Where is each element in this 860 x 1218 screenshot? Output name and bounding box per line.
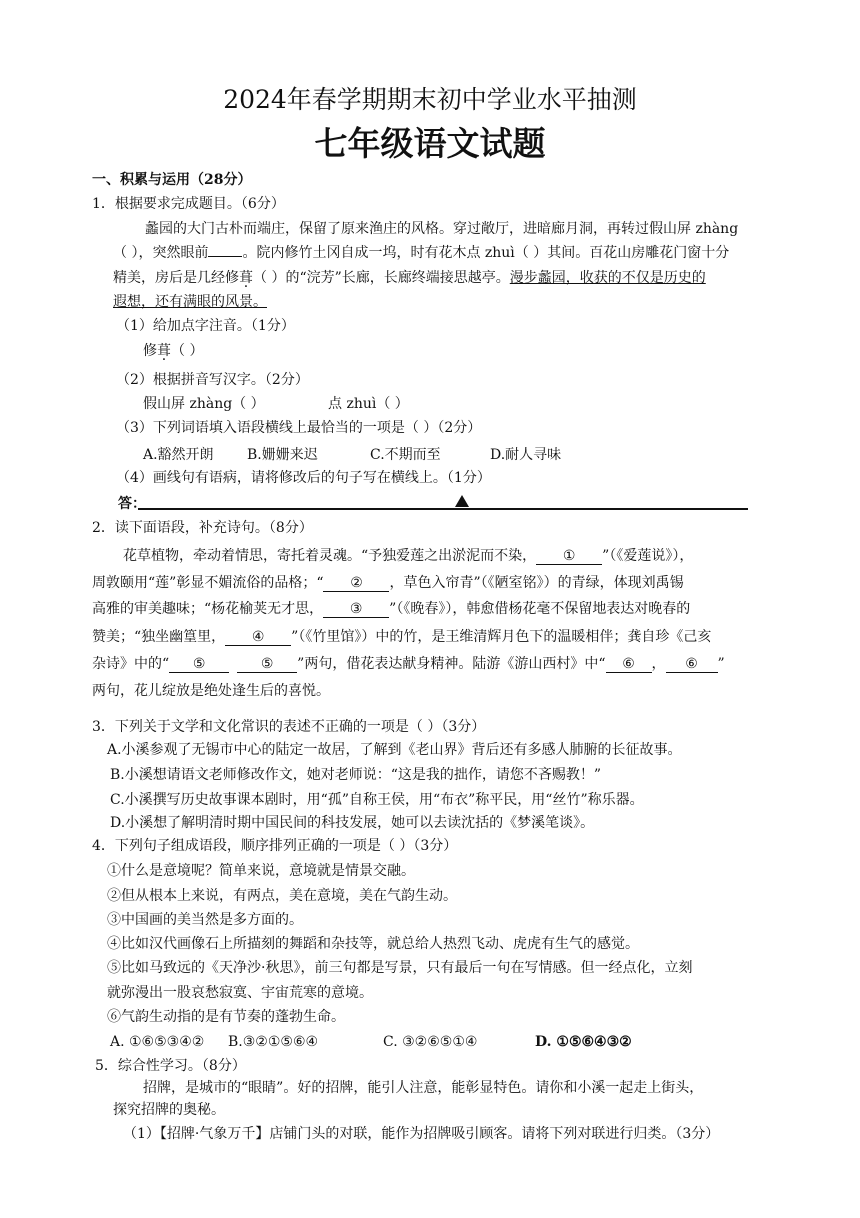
question-1-stem: 1．根据要求完成题目。（6分） [92, 196, 285, 212]
q3-option-b: B.小溪想请语文老师修改作文，她对老师说：“这是我的拙作，请您不吝赐教！” [110, 767, 602, 783]
q4-option-d: D. ①⑤⑥④③② [535, 1034, 632, 1050]
q4-sentence: ②但从根本上来说，有两点，美在意境，美在气韵生动。 [107, 888, 457, 904]
exam-title-line1: 2024年春学期期末初中学业水平抽测 [223, 85, 637, 114]
underlined-sentence: 遐想，还有满眼的风景。 [113, 294, 267, 310]
poem-blank[interactable]: ⑥ [606, 656, 652, 673]
q1-option-a: A.豁然开朗 [143, 447, 214, 463]
q2-line1 [123, 546, 693, 566]
q1-sub2-item-a: 假山屏 zhàng（ ） [143, 396, 265, 412]
q1-option-d: D.耐人寻味 [490, 447, 562, 463]
q5-sub1: （1）【招牌·气象万千】店铺门头的对联，能作为招牌吸引顾客。请将下列对联进行归类。（3分） [123, 1126, 720, 1142]
q2-line2 [92, 573, 684, 593]
question-4-stem: 4．下列句子组成语段，顺序排列正确的一项是（ ）（3分） [92, 838, 458, 854]
q2-seg: 周敦颐用“莲”彰显不媚流俗的品格；“ [92, 575, 324, 591]
dotted-char: 葺 [239, 270, 253, 286]
q1-passage-line2 [113, 243, 729, 263]
q2-seg: ”（《竹里馆》）中的竹，是王维清辉月色下的温暖相伴；龚自珍《己亥 [291, 629, 712, 645]
exam-title-line2: 七年级语文试题 [314, 124, 546, 163]
q4-sentence: 就弥漫出一股哀愁寂寞、宇宙荒寒的意境。 [107, 985, 373, 1001]
q3-option-c: C.小溪撰写历史故事课本剧时，用“孤”自称王侯，用“布衣”称平民，用“丝竹”称乐器。 [110, 792, 644, 808]
poem-blank[interactable]: ④ [225, 629, 291, 646]
poem-blank[interactable]: ⑤ [169, 656, 229, 673]
q2-seg: ，草色入帘青”（《陋室铭》）的青绿，体现刘禹锡 [389, 575, 684, 591]
q1-sub2: （2）根据拼音写汉字。（2分） [116, 372, 309, 388]
q1-sub1-suffix: （ ） [171, 343, 204, 359]
q1-option-b: B.姗姗来迟 [247, 447, 318, 463]
underlined-sentence: 漫步蠡园，收获的不仅是历史的 [509, 270, 706, 286]
q1-option-c: C.不期而至 [370, 447, 441, 463]
q2-line3 [92, 599, 690, 619]
q5-intro-line1: 招牌，是城市的“眼睛”。好的招牌，能引人注意，能彰显特色。请你和小溪一起走上街头， [143, 1080, 704, 1096]
q1-passage-line3 [113, 268, 706, 288]
q2-seg: ”（《爱莲说》）， [602, 548, 694, 564]
poem-blank[interactable]: ⑥ [666, 656, 718, 673]
q2-seg: 赞美；“独坐幽篁里， [92, 629, 226, 645]
q1-sub2-item-b: 点 zhuì（ ） [328, 396, 409, 412]
q1-passage-seg: （ ），突然眼前 [113, 245, 209, 261]
answer-label: 答： [118, 496, 146, 512]
q2-seg: ” [717, 656, 725, 672]
question-3-stem: 3．下列关于文学和文化常识的表述不正确的一项是（ ）（3分） [92, 719, 486, 735]
q4-sentence: ④比如汉代画像石上所描刻的舞蹈和杂技等，就总给人热烈飞动、虎虎有生气的感觉。 [107, 936, 639, 952]
q4-option-c: C. ③②⑥⑤①④ [383, 1034, 478, 1050]
q1-passage-seg: （ ）的“浣芳”长廊，长廊终端接思越亭。 [253, 270, 510, 286]
q1-passage-line4 [113, 292, 267, 312]
poem-blank[interactable]: ① [536, 548, 602, 565]
dotted-char: 葺 [157, 343, 171, 359]
q2-seg: 高雅的审美趣味；“杨花榆荚无才思， [92, 601, 324, 617]
poem-blank[interactable]: ② [323, 575, 389, 592]
poem-blank[interactable]: ③ [323, 601, 389, 618]
q1-passage-line1: 蠡园的大门古朴而端庄，保留了原来渔庄的风格。穿过敞厅，进暗廊月洞，再转过假山屏 zhàng [145, 221, 739, 237]
q4-sentence: ⑥气韵生动指的是有节奏的蓬勃生命。 [107, 1009, 345, 1025]
q4-sentence: ①什么是意境呢？简单来说，意境就是情景交融。 [107, 863, 415, 879]
poem-blank[interactable]: ⑤ [237, 656, 297, 673]
triangle-icon [455, 495, 469, 507]
answer-line[interactable] [138, 508, 748, 510]
q1-sub4: （4）画线句有语病，请将修改后的句子写在横线上。（1分） [116, 470, 491, 486]
q1-passage-seg: 精美，房后是几经修 [113, 270, 239, 286]
question-5-stem: 5．综合性学习。（8分） [95, 1058, 246, 1074]
q4-option-b: B.③②①⑤⑥④ [228, 1034, 319, 1050]
q1-sub1-item [143, 341, 203, 361]
q1-sub3: （3）下列词语填入语段横线上最恰当的一项是（ ）（2分） [116, 420, 482, 436]
q4-sentence: ⑤比如马致远的《天净沙·秋思》，前三句都是写景，只有最后一句在写情感。但一经点化，立刻 [107, 960, 693, 976]
question-2-stem: 2．读下面语段，补充诗句。（8分） [92, 520, 313, 536]
q3-option-a: A.小溪参观了无锡市中心的陆定一故居，了解到《老山界》背后还有多感人肺腑的长征故事。 [107, 742, 682, 758]
q5-intro-line2: 探究招牌的奥秘。 [113, 1102, 225, 1118]
q2-line5 [92, 654, 725, 674]
section-heading: 一、积累与运用（28分） [92, 172, 252, 188]
q2-line6: 两句，花儿绽放是绝处逢生后的喜悦。 [92, 683, 330, 699]
q4-option-a: A. ①⑥⑤③④② [110, 1034, 205, 1050]
q4-sentence: ③中国画的美当然是多方面的。 [107, 912, 303, 928]
q2-seg: ”两句，借花表达献身精神。陆游《游山西村》中“ [297, 656, 606, 672]
fill-blank[interactable] [208, 256, 242, 257]
q1-sub1: （1）给加点字注音。（1分） [116, 318, 295, 334]
q3-option-d: D.小溪想了解明清时期中国民间的科技发展，她可以去读沈括的《梦溪笔谈》。 [110, 815, 595, 831]
q2-seg: 花草植物，牵动着情思，寄托着灵魂。“予独爱莲之出淤泥而不染， [123, 548, 537, 564]
q2-seg: 杂诗》中的“ [92, 656, 170, 672]
q2-seg: ”（《晚春》），韩愈借杨花毫不保留地表达对晚春的 [389, 601, 691, 617]
q1-sub1-prefix: 修 [143, 343, 157, 359]
q2-seg: ， [651, 656, 666, 672]
q1-passage-seg: 。院内修竹土冈自成一坞，时有花木点 zhuì（ ）其间。百花山房雕花门窗十分 [242, 245, 730, 261]
q2-line4 [92, 627, 711, 647]
